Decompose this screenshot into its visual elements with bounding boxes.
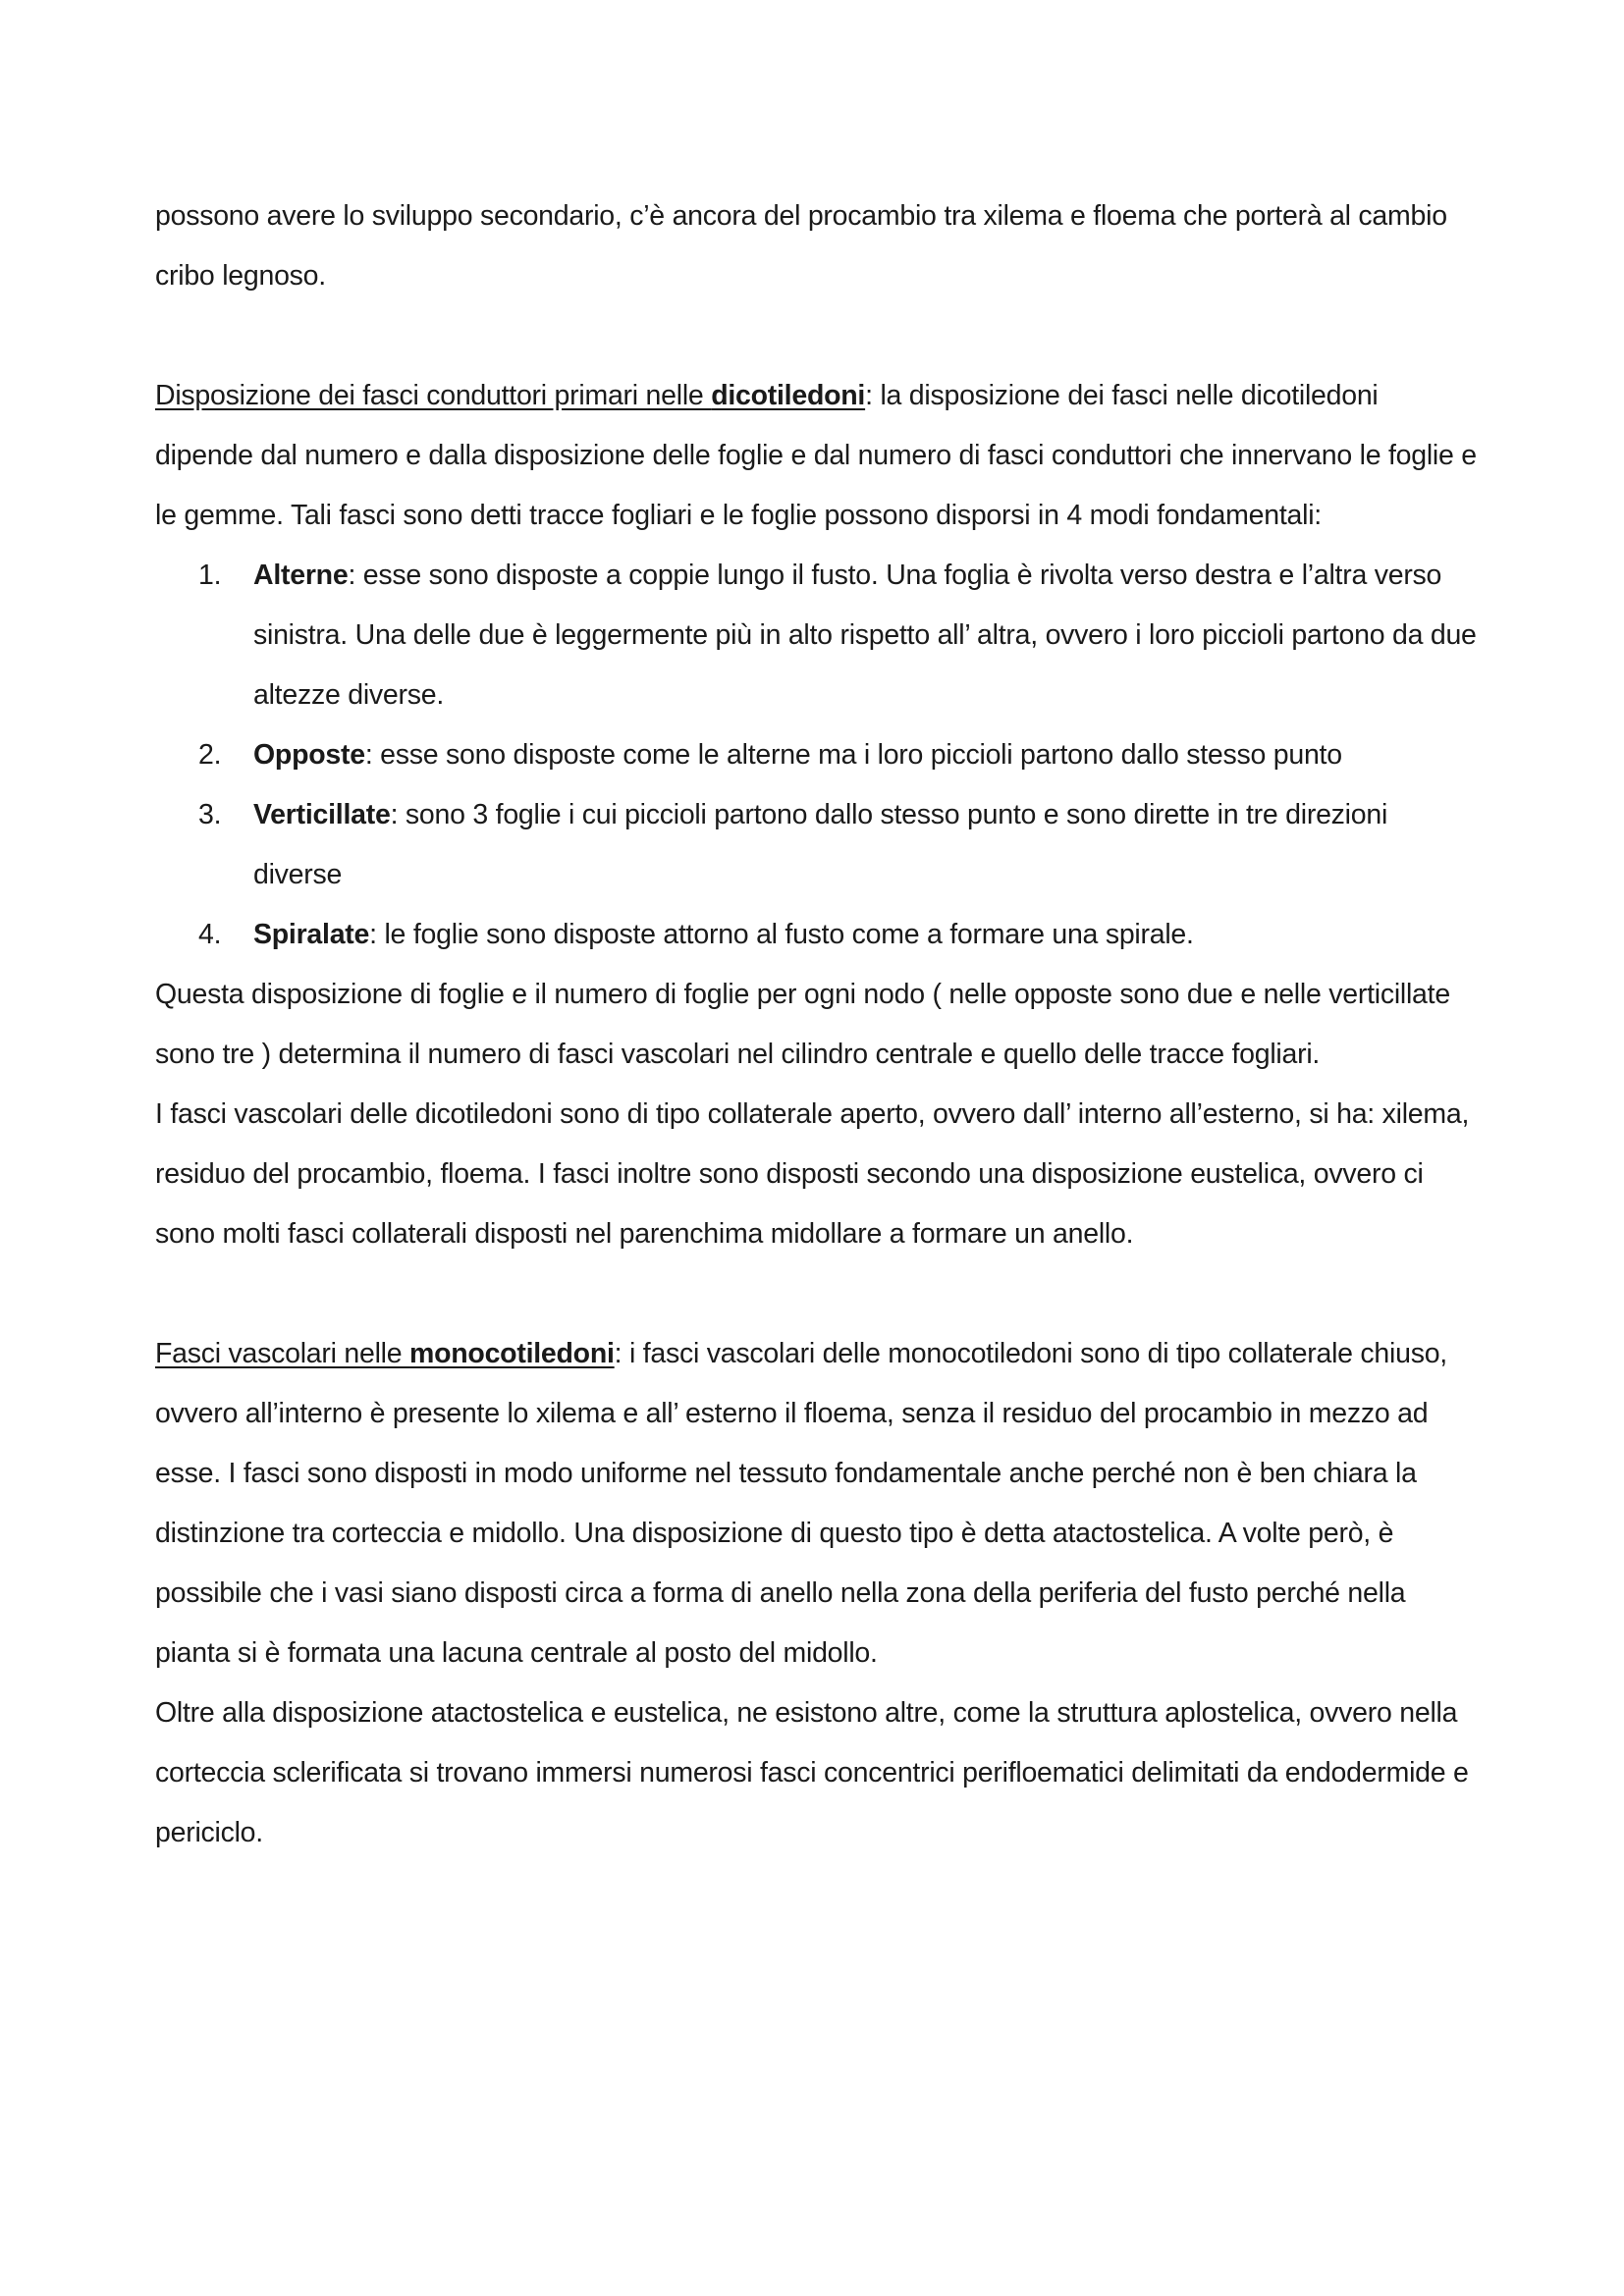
dicot-bundles-paragraph: I fasci vascolari delle dicotiledoni sono di tipo collaterale aperto, ovvero dall’ interno all’esterno, si ha: xilema, residuo del procambio, floema. I fasci inoltre sono disposti secondo una disposizione eustelica, ovvero ci sono molti fasci collaterali disposti nel parenchima midollare a formare un anello. — [155, 1098, 1470, 1250]
leaf-arrangement-list — [155, 546, 1481, 965]
monocot-section-paragraph: Fasci vascolari nelle monocotiledoni: i fasci vascolari delle monocotiledoni sono di tipo collaterale chiuso, ovvero all’interno è presente lo xilema e all’ esterno il floema, senza il residuo del procambio in mezzo ad esse. I fasci sono disposti in modo uniforme nel tessuto fondamentale anche perché non è ben chiara la distinzione tra corteccia e midollo. Una disposizione di questo tipo è detta atactostelica. A volte però, è possibile che i vasi siano disposti circa a forma di anello nella zona della periferia del fusto perché nella pianta si è formata una lacuna centrale al posto del midollo. — [155, 1338, 1447, 1669]
document-body — [155, 187, 1481, 1863]
paragraph-spacer — [155, 1264, 1481, 1324]
paragraph-spacer — [155, 306, 1481, 366]
dicot-term: dicotiledoni — [711, 380, 866, 411]
dicot-intro-text: la disposizione dei fasci nelle dicotiledoni dipende dal numero e dalla disposizione delle foglie e dal numero di fasci conduttori che innervano le foglie e le gemme. Tali fasci sono detti tracce fogliari e le foglie possono disporsi in 4 modi fondamentali: — [155, 380, 1477, 531]
intro-paragraph: possono avere lo sviluppo secondario, c’è ancora del procambio tra xilema e floema che porterà al cambio cribo legnoso. — [155, 200, 1447, 292]
list-item-term: Spiralate — [253, 919, 370, 950]
list-item: 2. Opposte: esse sono disposte come le alterne ma i loro piccioli partono dallo stesso punto — [198, 739, 1342, 771]
list-item-term: Alterne — [253, 560, 349, 591]
monocot-term: monocotiledoni — [409, 1338, 615, 1369]
list-item: 3. Verticillate: sono 3 foglie i cui piccioli partono dallo stesso punto e sono dirette in tre direzioni diverse — [198, 799, 1388, 890]
dicot-section-paragraph: Disposizione dei fasci conduttori primari nelle dicotiledoni: la disposizione dei fasci nelle dicotiledoni dipende dal numero e dalla disposizione delle foglie e dal numero di fasci conduttori che innervano le foglie e le gemme. Tali fasci sono detti tracce fogliari e le foglie possono disporsi in 4 modi fondamentali: — [155, 380, 1477, 531]
list-item: 4. Spiralate: le foglie sono disposte attorno al fusto come a formare una spirale. — [198, 919, 1194, 950]
dicot-followup-paragraph: Questa disposizione di foglie e il numero di foglie per ogni nodo ( nelle opposte sono due e nelle verticillate sono tre ) determina il numero di fasci vascolari nel cilindro centrale e quello delle tracce fogliari. — [155, 979, 1450, 1070]
final-paragraph: Oltre alla disposizione atactostelica e eustelica, ne esistono altre, come la struttura aplostelica, ovvero nella corteccia sclerificata si trovano immersi numerosi fasci concentrici perifloematici delimitati da endodermide e periciclo. — [155, 1697, 1469, 1848]
list-item-term: Opposte — [253, 739, 365, 771]
list-item-term: Verticillate — [253, 799, 391, 830]
list-item: 1. Alterne: esse sono disposte a coppie lungo il fusto. Una foglia è rivolta verso destra e l’altra verso sinistra. Una delle due è leggermente più in alto rispetto all’ altra, ovvero i loro piccioli partono da due altezze diverse. — [198, 560, 1477, 711]
monocot-section-heading: Fasci vascolari nelle monocotiledoni — [155, 1338, 615, 1369]
dicot-section-heading: Disposizione dei fasci conduttori primari nelle dicotiledoni — [155, 380, 866, 411]
monocot-body-text: i fasci vascolari delle monocotiledoni sono di tipo collaterale chiuso, ovvero all’interno è presente lo xilema e all’ esterno il floema, senza il residuo del procambio in mezzo ad esse. I fasci sono disposti in modo uniforme nel tessuto fondamentale anche perché non è ben chiara la distinzione tra corteccia e midollo. Una disposizione di questo tipo è detta atactostelica. A volte però, è possibile che i vasi siano disposti circa a forma di anello nella zona della periferia del fusto perché nella pianta si è formata una lacuna centrale al posto del midollo. — [155, 1338, 1447, 1669]
